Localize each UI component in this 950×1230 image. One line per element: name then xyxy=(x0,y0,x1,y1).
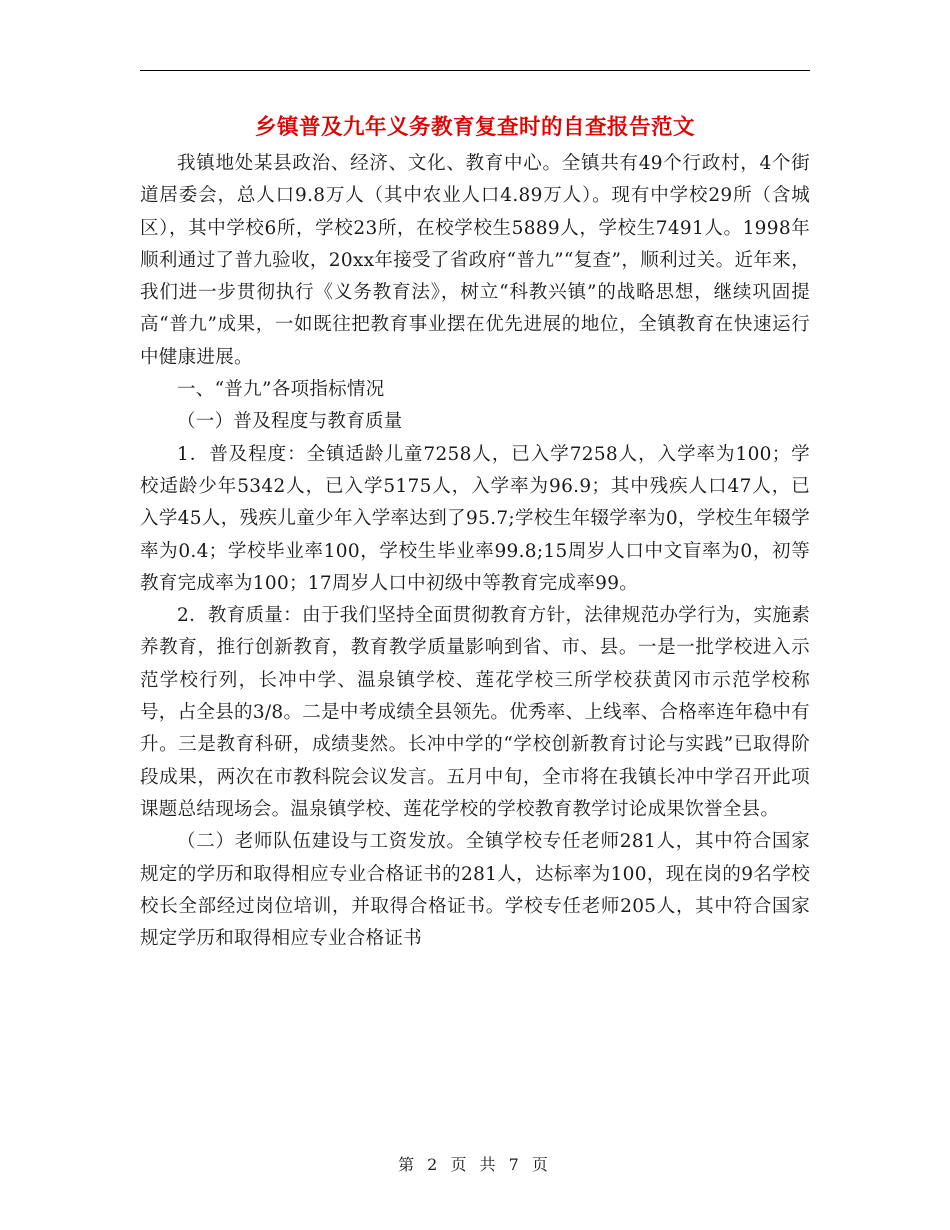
teacher-team-paragraph: （二）老师队伍建设与工资发放。全镇学校专任老师281人，其中符合国家规定的学历和取得相应专业合格证书的281人，达标率为100，现在岗的9名学校校长全部经过岗位培训，并取得合格证书。学校专任老师205人，其中符合国家规定学历和取得相应专业合格证书 xyxy=(140,831,810,950)
intro-paragraph: 我镇地处某县政治、经济、文化、教育中心。全镇共有49个行政村，4个街道居委会，总人口9.8万人（其中农业人口4.89万人）。现有中学校29所（含城区），其中学校6所，学校23所，在校学校生5889人，学校生7491人。1998年顺利通过了普九验收，20xx年接受了省政府“普九”“复查”，顺利过关。近年来，我们进一步贯彻执行《义务教育法》，树立“科教兴镇”的战略思想，继续巩固提高“普九”成果，一如既往把教育事业摆在优先进展的地位，全镇教育在快速运行中健康进展。 xyxy=(140,153,810,368)
education-quality-paragraph: 2．教育质量：由于我们坚持全面贯彻教育方针，法律规范办学行为，实施素养教育，推行创新教育，教育教学质量影响到省、市、县。一是一批学校进入示范学校行列，长冲中学、温泉镇学校、莲花学校三所学校获黄冈市示范学校称号，占全县的3/8。二是中考成绩全县领先。优秀率、上线率、合格率连年稳中有升。三是教育科研，成绩斐然。长冲中学的“学校创新教育讨论与实践”已取得阶段成果，两次在市教科院会议发言。五月中旬，全市将在我镇长冲中学召开此项课题总结现场会。温泉镇学校、莲花学校的学校教育教学讨论成果饮誉全县。 xyxy=(140,605,810,820)
document-body xyxy=(140,148,810,955)
section-heading-1: 一、“普九”各项指标情况 xyxy=(177,379,385,401)
popularization-paragraph: 1．普及程度：全镇适龄儿童7258人，已入学7258人，入学率为100；学校适龄少年5342人，已入学5175人，入学率为96.9；其中残疾人口47人，已入学45人，残疾儿童少年入学率达到了95.7;学校生年辍学率为0，学校生年辍学率为0.4；学校毕业率100，学校生毕业率99.8;15周岁人口中文盲率为0，初等教育完成率为100；17周岁人口中初级中等教育完成率99。 xyxy=(140,443,810,594)
document-title: 乡镇普及九年义务教育复查时的自查报告范文 xyxy=(254,115,695,140)
subsection-heading-1: （一）普及程度与教育质量 xyxy=(177,411,403,433)
header-rule xyxy=(140,70,810,71)
page-number: 第 2 页 共 7 页 xyxy=(398,1155,552,1174)
